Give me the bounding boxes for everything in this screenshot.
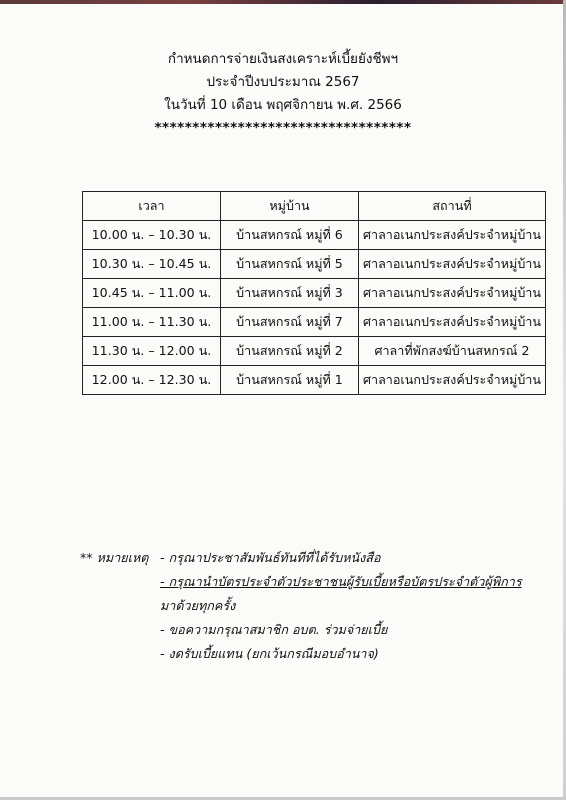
column-header-village: หมู่บ้าน bbox=[221, 192, 359, 221]
cell-place: ศาลาอเนกประสงค์ประจำหมู่บ้าน bbox=[359, 250, 546, 279]
note-item: - ขอความกรุณาสมาชิก อบต. ร่วมจ่ายเบี้ย bbox=[160, 622, 388, 637]
table-row bbox=[83, 221, 546, 250]
cell-village: บ้านสหกรณ์ หมู่ที่ 6 bbox=[221, 221, 359, 250]
cell-time: 11.00 น. – 11.30 น. bbox=[83, 308, 221, 337]
cell-time: 10.00 น. – 10.30 น. bbox=[83, 221, 221, 250]
page-top-edge bbox=[0, 0, 566, 4]
note-item: - งดรับเบี้ยแทน (ยกเว้นกรณีมอบอำนาจ) bbox=[160, 646, 379, 661]
table-row bbox=[83, 337, 546, 366]
table-row bbox=[83, 366, 546, 395]
note-item-continuation: มาด้วยทุกครั้ง bbox=[160, 598, 236, 613]
table-row bbox=[83, 250, 546, 279]
header-title: กำหนดการจ่ายเงินสงเคราะห์เบี้ยยังชีพฯ bbox=[167, 51, 399, 67]
cell-place: ศาลาอเนกประสงค์ประจำหมู่บ้าน bbox=[359, 366, 546, 395]
notes-section bbox=[80, 546, 550, 666]
table-row bbox=[83, 308, 546, 337]
table-row bbox=[83, 279, 546, 308]
cell-time: 12.00 น. – 12.30 น. bbox=[83, 366, 221, 395]
cell-place: ศาลาอเนกประสงค์ประจำหมู่บ้าน bbox=[359, 221, 546, 250]
schedule-table bbox=[82, 191, 546, 395]
note-item: - กรุณาประชาสัมพันธ์ทันทีที่ได้รับหนังสือ bbox=[160, 550, 381, 565]
notes-label: ** หมายเหตุ bbox=[80, 550, 149, 565]
cell-village: บ้านสหกรณ์ หมู่ที่ 7 bbox=[221, 308, 359, 337]
cell-village: บ้านสหกรณ์ หมู่ที่ 2 bbox=[221, 337, 359, 366]
column-header-place: สถานที่ bbox=[359, 192, 546, 221]
table-header-row bbox=[83, 192, 546, 221]
cell-village: บ้านสหกรณ์ หมู่ที่ 3 bbox=[221, 279, 359, 308]
column-header-time: เวลา bbox=[83, 192, 221, 221]
cell-village: บ้านสหกรณ์ หมู่ที่ 5 bbox=[221, 250, 359, 279]
header-fiscal-year: ประจำปีงบประมาณ 2567 bbox=[206, 74, 360, 90]
note-item: - กรุณานำบัตรประจำตัวประชาชนผู้รับเบี้ยหรือบัตรประจำตัวผู้พิการ bbox=[160, 574, 522, 589]
cell-time: 11.30 น. – 12.00 น. bbox=[83, 337, 221, 366]
header-date: ในวันที่ 10 เดือน พฤศจิกายน พ.ศ. 2566 bbox=[164, 97, 402, 113]
header-star-divider: ********************************** bbox=[154, 120, 412, 136]
cell-time: 10.30 น. – 10.45 น. bbox=[83, 250, 221, 279]
cell-place: ศาลาอเนกประสงค์ประจำหมู่บ้าน bbox=[359, 279, 546, 308]
cell-place: ศาลาที่พักสงฆ์บ้านสหกรณ์ 2 bbox=[359, 337, 546, 366]
cell-village: บ้านสหกรณ์ หมู่ที่ 1 bbox=[221, 366, 359, 395]
document-header bbox=[0, 48, 566, 140]
cell-place: ศาลาอเนกประสงค์ประจำหมู่บ้าน bbox=[359, 308, 546, 337]
cell-time: 10.45 น. – 11.00 น. bbox=[83, 279, 221, 308]
